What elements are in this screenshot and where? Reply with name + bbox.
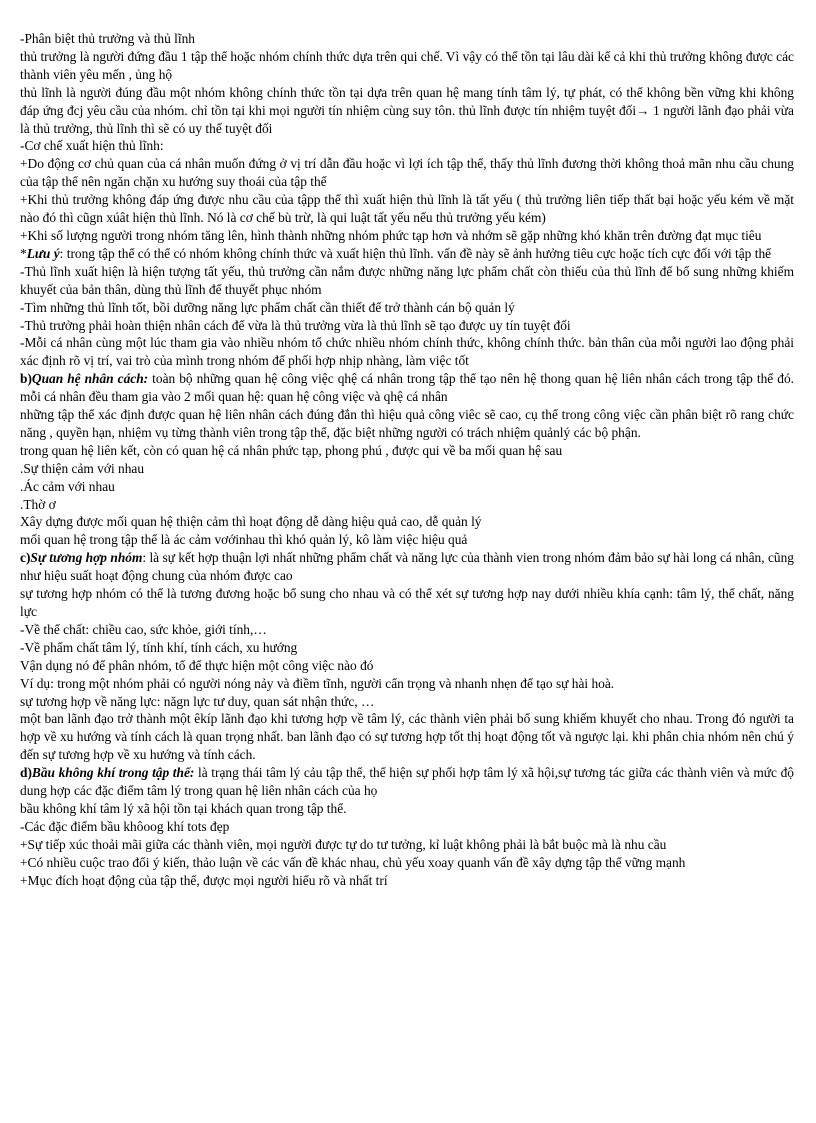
paragraph: +Có nhiều cuộc trao đổi ý kiến, thảo luận về các vấn đề khác nhau, chủ yếu xoay quanh vấn đề xây dựng tập thể vững mạnh: [20, 854, 686, 870]
paragraph: +Sự tiếp xúc thoải mãi giữa các thành viên, mọi người được tự do tư tưởng, kỉ luật không phải là bắt buộc mà là nhu cầu: [20, 836, 667, 852]
paragraph: -Phân biệt thủ trưởng và thủ lĩnh: [20, 31, 196, 46]
paragraph: thủ trưởng là người đứng đầu 1 tập thể hoặc nhóm chính thức dựa trên qui chế. Vì vậy có thể tồn tại lâu dài kể cả khi thủ trưởng không được các thành viên yêu mến , ủng hộ: [20, 48, 794, 82]
paragraph: +Khi số lượng người trong nhóm tăng lên, hình thành những nhóm phức tạp hơn và nhớm sẽ gặp những khó khăn trên đường đạt mục tiêu: [20, 227, 762, 243]
paragraph: trong quan hệ liên kết, còn có quan hệ cá nhân phức tạp, phong phú , được qui về ba mối quan hệ sau: [20, 442, 563, 458]
paragraph: -Cơ chế xuất hiện thủ lĩnh:: [20, 138, 164, 154]
paragraph: sự tương hợp nhóm có thể là tương đương hoặc bổ sung cho nhau và có thể xét sự tương hợp nay dưới nhiều khía cạnh: tâm lý, thể chất, năng lực: [20, 586, 794, 619]
section-b-heading: Quan hệ nhân cách:: [31, 371, 149, 387]
paragraph: Ví dụ: trong một nhóm phải có người nóng nảy và điềm tĩnh, người cẩn trọng và nhanh nhẹn để tạo sự hài hoà.: [20, 675, 615, 691]
section-c-marker: c): [20, 550, 31, 566]
paragraph: .Sự thiện cảm với nhau: [20, 460, 145, 476]
section-c-text: : là sự kết hợp thuận lợi nhất những phẩm chất và năng lực của thành vien trong nhóm đảm bảo sự hài long cá nhân, cũng như hiệu suất hoạt động chung của nhóm được cao: [20, 550, 794, 584]
paragraph: -Mỗi cá nhân cùng một lúc tham gia vào nhiều nhóm tổ chức nhiều nhóm chính thức, không chính thức. bản thân của mỗi người lao động phải xác định rõ vị trí, vai trò của mình trong nhóm để phối hợp nhịp nhàng, làm việc tốt: [20, 335, 794, 369]
paragraph: bầu không khí tâm lý xã hội tồn tại khách quan trong tập thể.: [20, 800, 347, 816]
paragraph: -Tìm những thủ lĩnh tốt, bồi dưỡng năng lực phẩm chất cần thiết để trở thành cán bộ quản lý: [20, 299, 515, 315]
section-d-text: là trạng thái tâm lý cảu tập thể, thể hiện sự phối hợp tâm lý xã hội,sự tương tác giữa các thành viên và mức độ dung hợp các đặc điểm tâm lý trong quan hệ liên nhân cách của họ: [20, 765, 794, 799]
paragraph: +Do động cơ chủ quan của cá nhân muốn đứng ở vị trí dẫn đầu hoặc vì lợi ích tập thể, thấy thủ lĩnh đương thời không thoả mãn nhu cầu chung của tập thể nên ngăn chặn xu hướng suy thoái của tập thể: [20, 156, 794, 190]
paragraph: -Về phẩm chất tâm lý, tính khí, tính cách, xu hướng: [20, 639, 298, 655]
note-text: : trong tập thể có thể có nhóm không chính thức và xuất hiện thủ lĩnh. vấn đề này sẽ ảnh hưởng tiêu cực hoặc tích cực đối với tập thể: [59, 245, 772, 261]
paragraph: Xây dựng được mối quan hệ thiện cảm thì hoạt động dễ dàng hiệu quả cao, dễ quản lý: [20, 514, 482, 530]
note-paragraph: [20, 245, 794, 263]
paragraph: những tập thể xác định được quan hệ liên nhân cách đúng đắn thì hiệu quả công viêc sẽ cao, cụ thể trong công việc cần phân biệt rõ rang chức năng , quyền hạn, nhiệm vụ từng thành viên trong tập thể, đặc biệt những người có trách nhiệm quảnlý các bộ phận.: [20, 407, 794, 440]
paragraph: -Thủ lĩnh xuất hiện là hiện tượng tất yếu, thủ trưởng cần nắm được những năng lực phẩm chất còn thiếu của thủ lĩnh để bổ sung những khiếm khuyết của bản thân, dùng thủ lĩnh để thuyết phục nhóm: [20, 263, 794, 297]
paragraph: -Về thể chất: chiều cao, sức khỏe, giới tính,…: [20, 621, 267, 637]
paragraph: +Khi thủ trưởng không đáp ứng được nhu cầu của tậpp thể thì xuất hiện thủ lĩnh là tất yếu ( thủ trưởng liên tiếp thất bại hoặc yếu kém về mặt nào đó thì cũgn xúât hiện thủ lĩnh. Nó là cơ chế bù trừ, là qui luật tất yếu nếu thủ trưởng yếu kém): [20, 192, 794, 226]
section-d-heading: Bầu không khí trong tập thể:: [31, 765, 195, 781]
paragraph: một ban lãnh đạo trở thành một êkíp lãnh đạo khi tương hợp về tâm lý, các thành viên phải bổ sung khiếm khuyết cho nhau. Trong đó người ta hợp về xu hướng và tính cách là quan trọng nhất. ban lãnh đạo có sự tương hợp tốt thị hoạt động tốt và ngược lại. khi phân chia nhóm nên chú ý đến sự tương hợp về xu hướng và tính cách.: [20, 711, 794, 763]
section-c-heading: Sự tương hợp nhóm: [30, 550, 143, 566]
section-c-paragraph: [20, 549, 794, 585]
section-b-text: toàn bộ những quan hệ công việc qhệ cá nhân trong tập thể tạo nên hệ thong quan hệ liên nhân cách trong tập thể đó. mỗi cá nhân đều tham gia vào 2 mối quan hệ: quan hệ công việc và qhệ cá nhân: [20, 371, 794, 405]
paragraph: sự tương hợp về năng lực: năgn lực tư duy, quan sát nhận thức, …: [20, 693, 375, 709]
paragraph: -Thủ trưởng phải hoàn thiện nhân cách để vừa là thủ trưởng vừa là thủ lĩnh sẽ tạo được uy tín tuyệt đối: [20, 317, 571, 333]
section-b-marker: b): [20, 371, 32, 387]
paragraph: thủ lĩnh là người đúng đầu một nhóm không chính thức tồn tại dựa trên quan hệ mang tính tâm lý, tự phát, có thể không bền vững khi không đáp ứng đcj yêu cầu của nhóm. chỉ tồn tại khi mọi người tín nhiệm cùng suy tôn. thủ lĩnh được tín nhiệm tuyệt đối→ 1 người lãnh đạo phải vừa là thủ trưởng, thủ lĩnh thì sẽ có uy thế tuyệt đối: [20, 84, 794, 136]
paragraph: .Thờ ơ: [20, 496, 56, 512]
paragraph: Vận dụng nó để phân nhóm, tổ để thực hiện một công việc nào đó: [20, 657, 374, 673]
section-d-marker: d): [20, 765, 32, 781]
note-marker: *: [20, 245, 27, 261]
paragraph: +Mục đích hoạt động của tập thể, được mọi người hiểu rõ và nhất trí: [20, 872, 388, 888]
paragraph: .Ác cảm với nhau: [20, 478, 115, 494]
section-d-paragraph: [20, 764, 794, 800]
paragraph: -Các đặc điểm bầu khôoog khí tots đẹp: [20, 818, 230, 834]
paragraph: mối quan hệ trong tập thể là ác cảm vơớinhau thì khó quản lý, kô làm việc hiệu quả: [20, 532, 468, 548]
section-b-paragraph: [20, 370, 794, 406]
note-heading: Lưu ý: [26, 245, 60, 261]
